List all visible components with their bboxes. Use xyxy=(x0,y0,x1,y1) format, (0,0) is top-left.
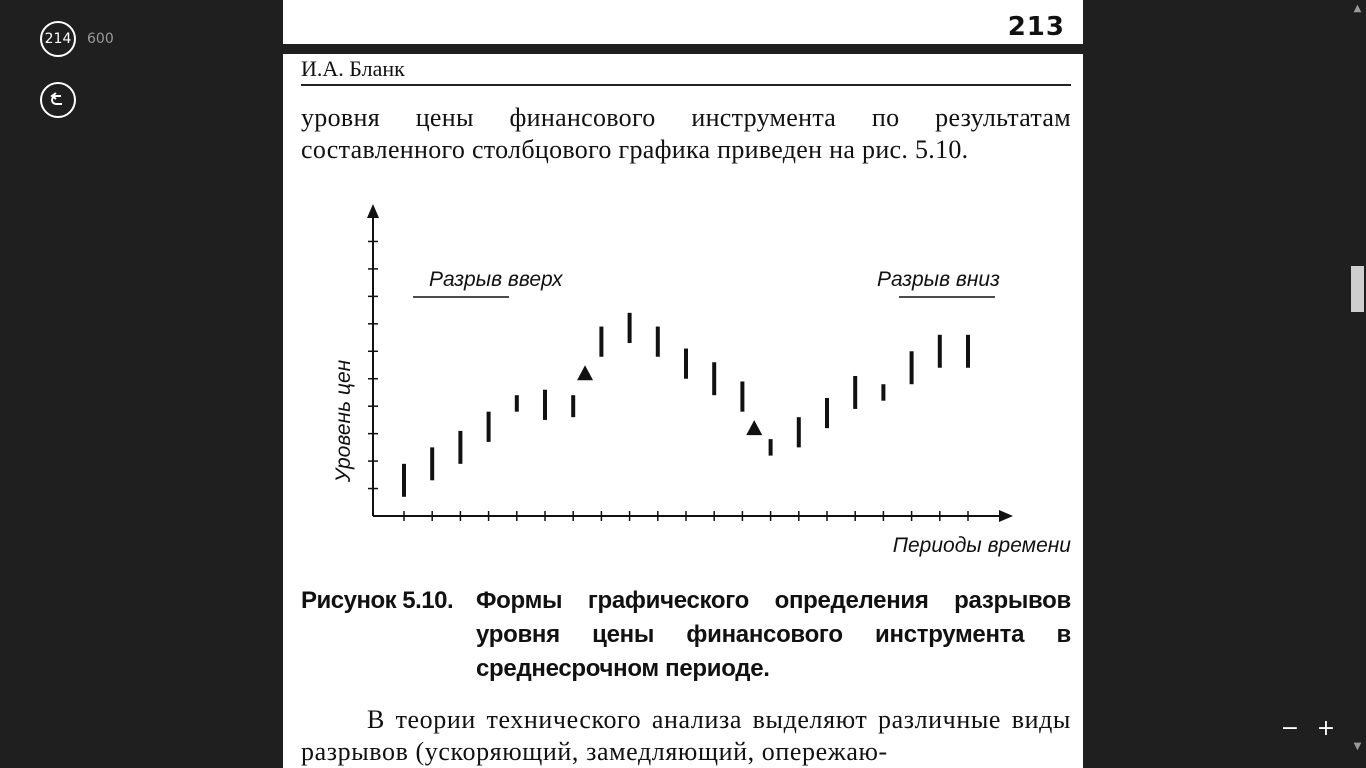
gap-marker-triangle xyxy=(577,365,593,380)
zoom-in-button[interactable]: + xyxy=(1316,716,1336,741)
gap-marker-triangle xyxy=(746,420,762,435)
return-arrow-icon xyxy=(49,92,67,108)
previous-page-strip xyxy=(283,0,1083,44)
chart-bars xyxy=(404,313,968,497)
header-rule xyxy=(301,84,1071,86)
figure-caption-text: Формы графического определения разрывов уровня цены финансового инструмента в среднесрочном периоде. xyxy=(476,587,1071,682)
total-pages: 600 xyxy=(87,31,114,47)
y-axis-arrow-icon xyxy=(367,204,379,218)
previous-page-number: 213 xyxy=(1007,12,1065,42)
vertical-scrollbar[interactable] xyxy=(1349,0,1366,768)
chart-axes xyxy=(367,204,1013,522)
gap-chart xyxy=(283,186,1083,566)
annotation-gap-down: Разрыв вниз xyxy=(877,268,1000,291)
annotation-gap-up: Разрыв вверх xyxy=(429,268,563,291)
scrollbar-thumb[interactable] xyxy=(1351,266,1364,312)
book-page xyxy=(283,54,1083,768)
x-axis-label: Периоды времени xyxy=(892,534,1071,557)
x-axis-arrow-icon xyxy=(999,510,1013,522)
current-page-indicator[interactable]: 214 xyxy=(40,21,76,57)
back-button[interactable] xyxy=(40,82,76,118)
scroll-up-icon[interactable]: ▲ xyxy=(1353,3,1362,14)
zoom-out-button[interactable]: − xyxy=(1280,716,1300,741)
gap-markers xyxy=(577,365,762,435)
body-paragraph: уровня цены финансового инструмента по результатам составленного столбцового графика приведен на рис. 5.10. xyxy=(301,103,1071,164)
scroll-down-icon[interactable]: ▼ xyxy=(1353,741,1362,752)
running-header-author: И.А. Бланк xyxy=(301,56,405,81)
y-axis-label: Уровень цен xyxy=(332,359,355,483)
figure-caption-label: Рисунок 5.10. xyxy=(301,587,454,614)
body-paragraph-2: В теории технического анализа выделяют различные виды разрывов (ускоряющий, замедляющий, опережаю- xyxy=(301,705,1071,766)
